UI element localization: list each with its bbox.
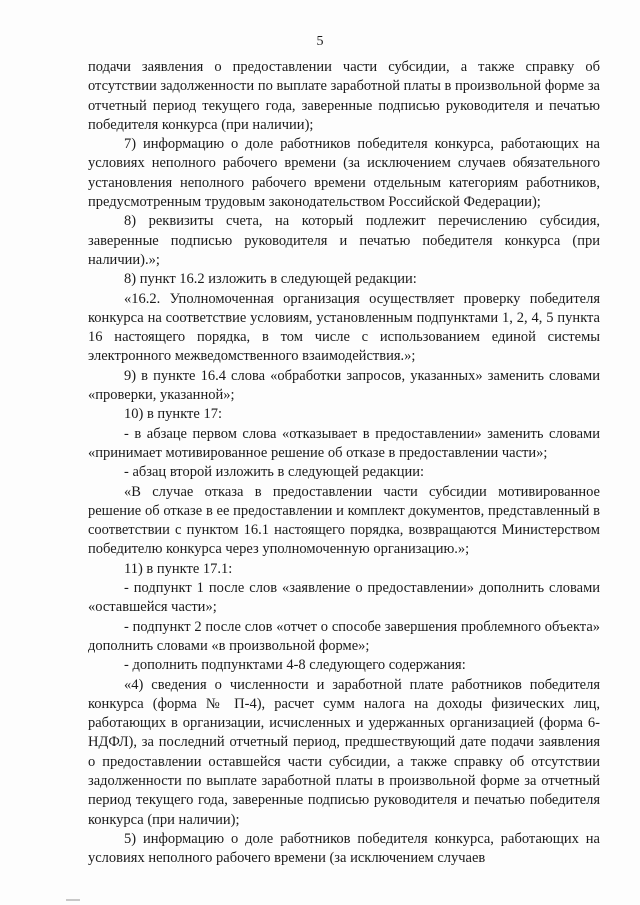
paragraph: 7) информацию о доле работников победителя конкурса, работающих на условиях неполного рабочего времени (за исключением случаев обязательного установления неполного рабочего времени отдельным категориям работников, предусмотренным трудовым законодательством Российской Федерации); — [88, 136, 600, 211]
paragraph: 10) в пункте 17: — [124, 406, 222, 423]
paragraph: - абзац второй изложить в следующей редакции: — [124, 464, 425, 481]
page-number: 5 — [316, 34, 324, 49]
paragraph: «В случае отказа в предоставлении части субсидии мотивированное решение об отказе в ее предоставлении и комплект документов, представленный в соответствии с пунктом 16.1 настоящего порядка, возвращаются Министерством победителю конкурса через уполномоченную организацию.»; — [88, 483, 600, 558]
paragraph: 11) в пункте 17.1: — [124, 560, 233, 577]
paragraph: 9) в пункте 16.4 слова «обработки запросов, указанных» заменить словами «проверки, указанной»; — [88, 367, 600, 404]
paragraph: «4) сведения о численности и заработной плате работников победителя конкурса (форма № П-4), расчет сумм налога на доходы физических лиц, работающих в организации, исчисленных и удержанных организацией (форма 6-НДФЛ), за последний отчетный период, предшествующий дате подачи заявления о предоставлении оставшейся части субсидии, а также справку об отсутствии задолженности по выплате заработной платы в произвольной форме за отчетный период текущего года, заверенные подписью руководителя и печатью победителя конкурса (при наличии); — [88, 676, 600, 828]
paragraph: 5) информацию о доле работников победителя конкурса, работающих на условиях неполного рабочего времени (за исключением случаев — [88, 830, 600, 867]
paragraph: 8) пункт 16.2 изложить в следующей редакции: — [124, 271, 417, 288]
document-body — [88, 58, 600, 868]
scan-artifact — [66, 899, 80, 901]
paragraph: - подпункт 1 после слов «заявление о предоставлении» дополнить словами «оставшейся части»; — [88, 580, 600, 616]
paragraph: «16.2. Уполномоченная организация осуществляет проверку победителя конкурса на соответствие условиям, установленным подпунктами 1, 2, 4, 5 пункта 16 настоящего порядка, в том числе с использованием единой системы электронного межведомственного взаимодействия.»; — [88, 290, 600, 365]
paragraph: 8) реквизиты счета, на который подлежит перечислению субсидия, заверенные подписью руководителя и печатью победителя конкурса (при наличии).»; — [88, 213, 600, 268]
paragraph: - подпункт 2 после слов «отчет о способе завершения проблемного объекта» дополнить словами «в произвольной форме»; — [88, 618, 600, 654]
paragraph: - в абзаце первом слова «отказывает в предоставлении» заменить словами «принимает мотивированное решение об отказе в предоставлении части»; — [88, 425, 600, 461]
paragraph: подачи заявления о предоставлении части субсидии, а также справку об отсутствии задолженности по выплате заработной платы в произвольной форме за отчетный период текущего года, заверенные подписью руководителя и печатью победителя конкурса (при наличии); — [88, 59, 600, 133]
paragraph: - дополнить подпунктами 4-8 следующего содержания: — [124, 657, 466, 674]
